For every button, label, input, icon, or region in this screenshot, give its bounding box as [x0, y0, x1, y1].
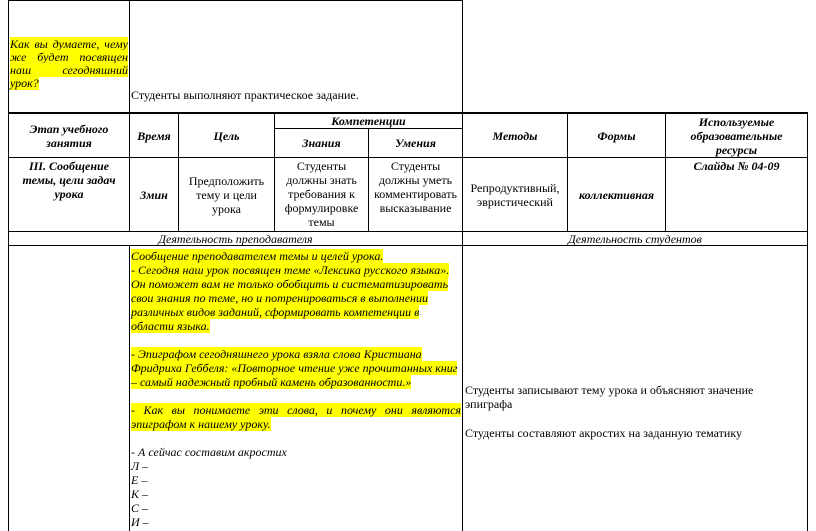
row-stage: III. Сообщение темы, цели задач урока	[22, 159, 116, 201]
teacher-p3: - Эпиграфом сегодняшнего урока взяла слова Кристиана Фридриха Геббеля: «Повторное чтение уже прочитанных книг – самый надежный пробный камень образованности.»	[131, 347, 458, 389]
students-task-text: Студенты выполняют практическое задание.	[131, 88, 359, 102]
row-time: 3мин	[140, 187, 168, 202]
teacher-activity-header: Деятельность преподавателя	[158, 231, 313, 246]
header-competencies: Компетенции	[331, 114, 406, 128]
acrostic-k: К –	[131, 487, 148, 501]
row-goal: Предположить тему и цели урока	[188, 173, 265, 216]
row-skills: Студенты должны уметь комментировать высказывание	[374, 159, 457, 215]
header-time: Время	[137, 128, 171, 143]
teacher-p2: - Сегодня наш урок посвящен теме «Лексика русского языка». Он поможет вам не только обобщить и систематизировать свои знания по теме, но и потренироваться в выполнении различных видов заданий, сформировать компетенции в области языка.	[131, 263, 450, 333]
header-methods: Методы	[492, 128, 538, 143]
teacher-p5: - А сейчас составим акростих	[131, 445, 287, 459]
header-resources: Используемые образовательные ресурсы	[690, 114, 783, 157]
header-forms: Формы	[597, 128, 636, 143]
teacher-p1: Сообщение преподавателем темы и целей урока.	[131, 249, 384, 263]
header-skills: Умения	[395, 136, 436, 150]
header-knowledge: Знания	[302, 136, 341, 150]
acrostic-l: Л –	[131, 459, 149, 473]
student-activity-2: Студенты составляют акростих на заданную тематику	[465, 426, 742, 440]
student-activity-1: Студенты записывают тему урока и объясняют значение эпиграфа	[465, 383, 754, 411]
row-knowledge: Студенты должны знать требования к формулировке темы	[284, 159, 359, 229]
acrostic-i: И –	[131, 515, 149, 529]
teacher-activity-text	[131, 249, 461, 529]
intro-question-text: Как вы думаете, чему же будет посвящен наш сегодняшний урок?	[10, 37, 128, 90]
teacher-p4: - Как вы понимаете эти слова, и почему они являются эпиграфом к нашему уроку.	[131, 403, 461, 431]
row-methods: Репродуктивный, эвристический	[470, 180, 560, 209]
row-forms: коллективная	[578, 187, 655, 202]
header-goal: Цель	[213, 128, 240, 143]
intro-question	[10, 38, 128, 90]
student-activity-header: Деятельность студентов	[568, 231, 702, 246]
header-stage: Этап учебного занятия	[29, 121, 109, 150]
acrostic-s: С –	[131, 501, 149, 515]
row-resources: Слайды № 04-09	[693, 159, 780, 173]
acrostic-e: Е –	[131, 473, 148, 487]
